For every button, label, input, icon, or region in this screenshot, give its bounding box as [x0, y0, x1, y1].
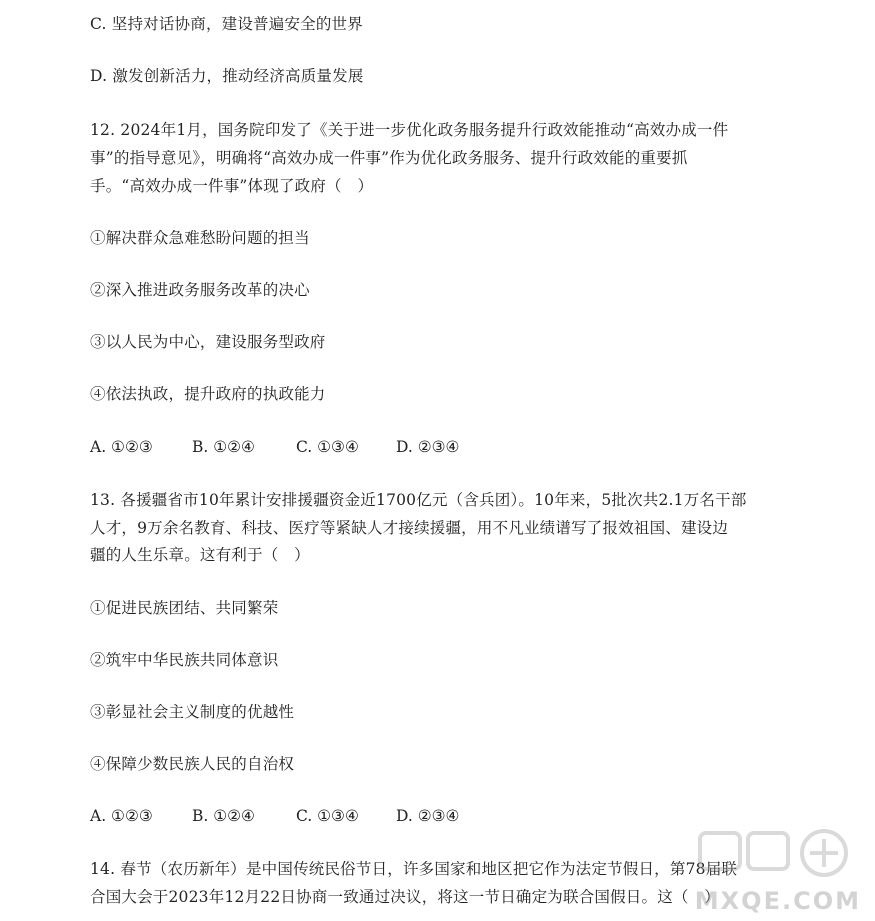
q13-choice-d: D. ②③④ [396, 807, 460, 825]
q14-stem-line-1: 14. 春节（农历新年）是中国传统民俗节日，许多国家和地区把它作为法定节假日，第78届联 [90, 860, 738, 878]
q12-stem-line-3: 手。“高效办成一件事”体现了政府（ ） [90, 177, 374, 195]
q13-stem-line-2: 人才，9万余名教育、科技、医疗等紧缺人才接续援疆，用不凡业绩谱写了报效祖国、建设边 [90, 519, 729, 537]
q12-choices [90, 434, 459, 460]
q12-choice-c: C. ①③④ [296, 438, 359, 456]
q13-statement-3: ③彰显社会主义制度的优越性 [90, 703, 295, 721]
q13-stem-line-1: 13. 各援疆省市10年累计安排援疆资金近1700亿元（含兵团）。10年来，5批次共2.1万名干部 [90, 491, 747, 509]
q12-choice-a: A. ①②③ [90, 438, 153, 456]
q13-statement-2: ②筑牢中华民族共同体意识 [90, 651, 279, 669]
q13-choices [90, 803, 459, 829]
q13-choice-b: B. ①②④ [192, 807, 255, 825]
q13-choice-c: C. ①③④ [296, 807, 359, 825]
q13-statement-4: ④保障少数民族人民的自治权 [90, 755, 295, 773]
q12-choice-b: B. ①②④ [192, 438, 255, 456]
q12-statement-1: ①解决群众急难愁盼问题的担当 [90, 229, 310, 247]
watermark-text: MXQE.COM [694, 887, 861, 915]
q14-stem-line-2: 合国大会于2023年12月22日协商一致通过决议，将这一节日确定为联合国假日。这（ ） [90, 888, 720, 906]
q13-statement-1: ①促进民族团结、共同繁荣 [90, 599, 279, 617]
q12-stem-line-1: 12. 2024年1月，国务院印发了《关于进一步优化政务服务提升行政效能推动“高效办成一件 [90, 121, 729, 139]
q13-choice-a: A. ①②③ [90, 807, 153, 825]
q12-choice-d: D. ②③④ [396, 438, 460, 456]
q12-statement-4: ④依法执政，提升政府的执政能力 [90, 385, 326, 403]
prev-option-c: C. 坚持对话协商，建设普遍安全的世界 [90, 15, 363, 33]
q13-stem-line-3: 疆的人生乐章。这有利于（ ） [90, 546, 310, 564]
q12-stem-line-2: 事”的指导意见》，明确将“高效办成一件事”作为优化政务服务、提升行政效能的重要抓 [90, 149, 688, 167]
prev-option-d: D. 激发创新活力，推动经济高质量发展 [90, 67, 364, 85]
q12-statement-2: ②深入推进政务服务改革的决心 [90, 281, 310, 299]
q12-statement-3: ③以人民为中心，建设服务型政府 [90, 333, 326, 351]
